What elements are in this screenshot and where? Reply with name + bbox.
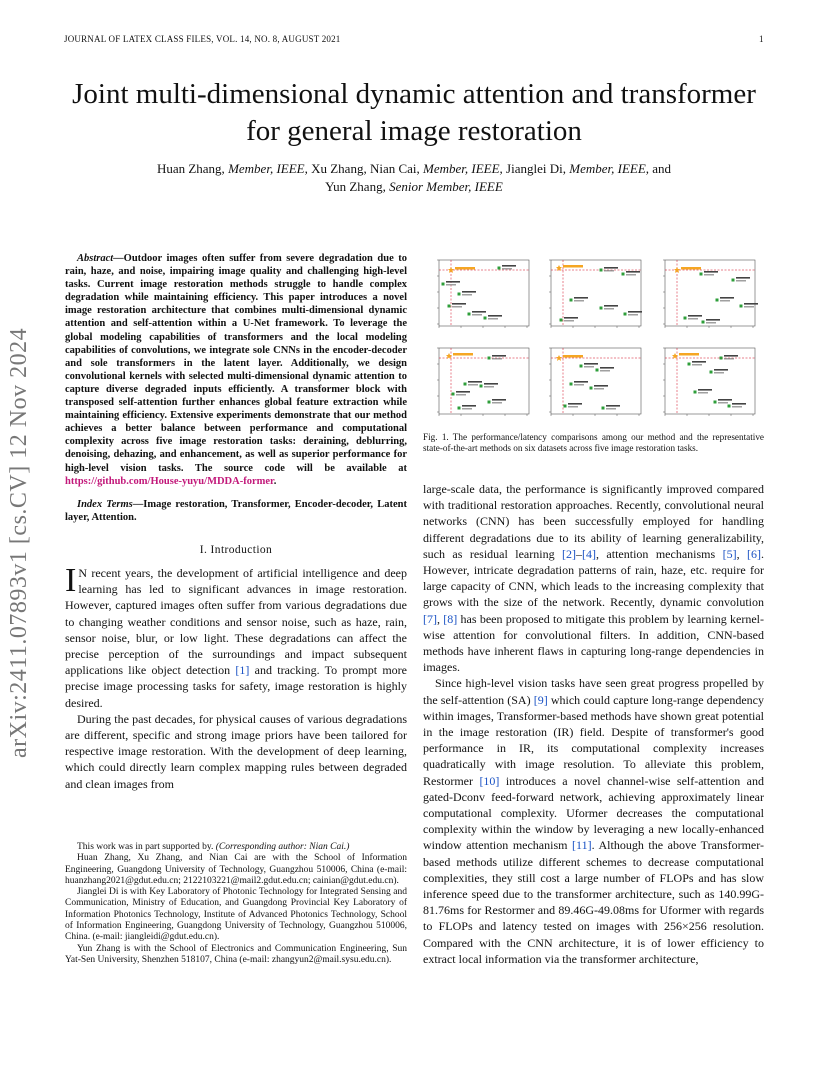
method-label-mark bbox=[681, 267, 701, 270]
body-text: which could capture long-range dependency within images, Transformer-based methods have shown great potential in the image restoration (IR) field. Despite of transformer's good performance in IR, its computational complexity increases quadratically with image resolution. To alleviate this problem, Restormer bbox=[423, 692, 764, 788]
drop-cap: I bbox=[65, 561, 77, 599]
citation-link[interactable]: [11] bbox=[572, 838, 592, 853]
baseline-method-marker bbox=[570, 299, 573, 302]
source-code-link[interactable]: https://github.com/House-yuyu/MDDA-former bbox=[65, 475, 274, 487]
footnote-affiliation: Jianglei Di is with Key Laboratory of Photonic Technology for Integrated Sensing and Communication, Ministry of Education, and Guangdong Provincial Key Laboratory of Information Photonics Technology, Institute of Advanced Photonics Technology, School of Information Engineering, Guangdong University of Technology, Guangzhou 510006, China. (e-mail: jiangleidi@gdut.edu.cn). bbox=[65, 887, 407, 943]
author-role: Member, IEEE, bbox=[228, 161, 308, 176]
method-label-mark bbox=[472, 311, 486, 313]
author-name: Yun Zhang, bbox=[325, 179, 390, 194]
method-label-mark bbox=[484, 386, 494, 387]
index-terms-label: Index Terms bbox=[77, 498, 133, 510]
method-label-mark bbox=[626, 271, 640, 273]
method-label-mark bbox=[568, 406, 578, 407]
baseline-method-marker bbox=[590, 387, 593, 390]
baseline-method-marker bbox=[716, 299, 719, 302]
panel-plot bbox=[429, 344, 533, 422]
page-number: 1 bbox=[759, 34, 764, 44]
baseline-method-marker bbox=[580, 365, 583, 368]
method-label-mark bbox=[628, 314, 638, 315]
baseline-method-marker bbox=[728, 405, 731, 408]
method-label-mark bbox=[462, 405, 476, 407]
method-label-mark bbox=[732, 403, 746, 405]
method-label-mark bbox=[626, 274, 636, 275]
body-paragraph bbox=[423, 481, 764, 675]
author-name: and bbox=[649, 161, 672, 176]
body-text: introduces a novel channel-wise self-attention and gated-Dconv feed-forward network, achieving approximately linear computational complexity. Uformer decreases the computational complexity within the window by leveraging a new locally-enhanced window attention mechanism bbox=[423, 773, 764, 853]
method-label-mark bbox=[704, 274, 714, 275]
figure-panel bbox=[541, 344, 645, 422]
method-label-mark bbox=[564, 317, 578, 319]
figure-panel bbox=[655, 344, 759, 422]
method-label-mark bbox=[492, 399, 506, 401]
method-label-mark bbox=[688, 318, 698, 319]
body-text: Since high-level vision tasks have seen great progress propelled by the self-attention (SA) bbox=[423, 676, 764, 707]
footnote-text: This work was in part supported by. bbox=[77, 842, 216, 852]
method-label-mark bbox=[604, 305, 618, 307]
method-label-mark bbox=[604, 308, 614, 309]
plot-frame bbox=[551, 348, 641, 414]
method-label-mark bbox=[679, 353, 699, 356]
baseline-method-marker bbox=[714, 401, 717, 404]
author-role: Senior Member, IEEE bbox=[389, 179, 503, 194]
method-label-mark bbox=[714, 369, 728, 371]
figure-panel bbox=[429, 256, 533, 334]
footnote-affiliation: Yun Zhang is with the School of Electronics and Communication Engineering, Sun Yat-Sen University, Shenzhen 518107, China (e-mail: zhangyun2@mail.sysu.edu.cn). bbox=[65, 943, 407, 965]
method-label-mark bbox=[704, 271, 718, 273]
baseline-method-marker bbox=[560, 319, 563, 322]
method-label-mark bbox=[468, 381, 482, 383]
citation-link[interactable]: [5] bbox=[722, 546, 737, 561]
method-label-mark bbox=[452, 306, 462, 307]
method-label-mark bbox=[688, 315, 702, 317]
method-label-mark bbox=[724, 358, 734, 359]
method-label-mark bbox=[594, 385, 608, 387]
method-label-mark bbox=[462, 294, 472, 295]
author-list bbox=[64, 160, 764, 196]
baseline-method-marker bbox=[488, 401, 491, 404]
baseline-method-marker bbox=[570, 383, 573, 386]
method-label-mark bbox=[736, 277, 750, 279]
method-label-mark bbox=[446, 281, 460, 283]
method-label-mark bbox=[455, 267, 475, 270]
method-label-mark bbox=[502, 268, 512, 269]
method-label-mark bbox=[453, 353, 473, 356]
method-label-mark bbox=[484, 383, 498, 385]
baseline-method-marker bbox=[602, 407, 605, 410]
intro-paragraph-2: During the past decades, for physical causes of various degradations are different, specific and strong image priors have been tailored for respective image restoration. With the development of deep learning, which could directly learn complex mapping rules between degraded and clean images from bbox=[65, 711, 407, 791]
baseline-method-marker bbox=[458, 293, 461, 296]
method-label-mark bbox=[563, 265, 583, 268]
method-label-mark bbox=[564, 320, 574, 321]
body-text: , bbox=[437, 611, 444, 626]
baseline-method-marker bbox=[688, 363, 691, 366]
method-label-mark bbox=[698, 389, 712, 391]
method-label-mark bbox=[568, 403, 582, 405]
plot-frame bbox=[551, 260, 641, 326]
method-label-mark bbox=[488, 318, 498, 319]
baseline-method-marker bbox=[468, 313, 471, 316]
method-label-mark bbox=[606, 405, 620, 407]
author-name: Huan Zhang, bbox=[156, 161, 229, 176]
intro-text: and tracking. To prompt more precise image processing tasks for safety, image restoration is highly desired. bbox=[65, 663, 408, 710]
baseline-method-marker bbox=[448, 305, 451, 308]
method-label-mark bbox=[604, 270, 614, 271]
footnote-funding bbox=[65, 842, 407, 853]
running-header: JOURNAL OF LATEX CLASS FILES, VOL. 14, NO. 8, AUGUST 2021 bbox=[64, 34, 341, 44]
method-label-mark bbox=[732, 406, 742, 407]
method-label-mark bbox=[574, 300, 584, 301]
author-role: Member, IEEE, bbox=[569, 161, 650, 176]
abstract-label: Abstract bbox=[77, 253, 114, 264]
method-label-mark bbox=[604, 267, 618, 269]
author-name: Xu Zhang, Nian Cai, bbox=[307, 161, 424, 176]
baseline-method-marker bbox=[596, 369, 599, 372]
footnote-corresponding: (Corresponding author: Nian Cai.) bbox=[215, 842, 350, 852]
baseline-method-marker bbox=[732, 279, 735, 282]
method-label-mark bbox=[706, 319, 720, 321]
baseline-method-marker bbox=[498, 267, 501, 270]
baseline-method-marker bbox=[740, 305, 743, 308]
method-label-mark bbox=[492, 402, 502, 403]
citation-link[interactable]: [6] bbox=[747, 546, 762, 561]
panel-plot bbox=[541, 256, 645, 334]
method-label-mark bbox=[488, 315, 502, 317]
method-label-mark bbox=[446, 284, 456, 285]
baseline-method-marker bbox=[564, 405, 567, 408]
author-line-2 bbox=[64, 178, 764, 196]
body-text: . However, intricate degradation patterns of rain, haze, etc. require for large capacity of CNN, which leads to the increasing complexity that grows with the size of the network. Recently, dynamic convolution bbox=[423, 546, 765, 610]
method-label-mark bbox=[492, 355, 506, 357]
body-text: – bbox=[576, 546, 582, 561]
footnotes bbox=[65, 842, 407, 966]
method-label-mark bbox=[472, 314, 482, 315]
panel-plot bbox=[655, 256, 759, 334]
body-paragraph bbox=[423, 675, 764, 967]
body-text: . Although the above Transformer-based methods utilize different schemes to decrease computational complexities, they still cost a large number of FLOPs and has slow inference speed due to the transformer architecture, such as 140.99G-81.76ms for Restormer and 89.46G-49.08ms for Uformer with regards to FLOPs and latency tested on images with 256×256 resolution. Compared with the CNN architecture, it is of lower efficiency to extract local information via the transformer architecture, bbox=[423, 838, 764, 966]
footnote-affiliation: Huan Zhang, Xu Zhang, and Nian Cai are with the School of Information Engineering, Guangdong University of Technology, Guangzhou 510006, China (e-mail: huanzhang2021@gdut.edu.cn; 2122103221@mail2.gdut.edu.cn; cainian@gdut.edu.cn). bbox=[65, 853, 407, 886]
proposed-method-marker bbox=[556, 355, 562, 361]
baseline-method-marker bbox=[442, 283, 445, 286]
panel-plot bbox=[655, 344, 759, 422]
plot-frame bbox=[439, 348, 529, 414]
baseline-method-marker bbox=[484, 317, 487, 320]
body-text: , bbox=[736, 546, 748, 561]
baseline-method-marker bbox=[464, 383, 467, 386]
method-label-mark bbox=[492, 358, 502, 359]
method-label-mark bbox=[606, 408, 616, 409]
baseline-method-marker bbox=[710, 371, 713, 374]
baseline-method-marker bbox=[458, 407, 461, 410]
baseline-method-marker bbox=[488, 357, 491, 360]
abstract-end: . bbox=[273, 475, 277, 487]
citation-link[interactable]: [7] bbox=[423, 611, 437, 626]
method-label-mark bbox=[584, 366, 594, 367]
citation-link[interactable]: [8] bbox=[443, 611, 458, 626]
baseline-method-marker bbox=[720, 357, 723, 360]
baseline-method-marker bbox=[624, 313, 627, 316]
section-heading: I. Introduction bbox=[199, 543, 273, 556]
method-label-mark bbox=[574, 297, 588, 299]
body-text: , attention mechanisms bbox=[596, 546, 723, 561]
abstract-text: —Outdoor images often suffer from severe degradation due to rain, haze, and noise, impairing image quality and challenging high-level tasks. Current image restoration methods struggle to handle complex degradation while maintaining efficiency. This paper introduces a novel image restoration architecture that combines multi-dimensional dynamic attention and self-attention within a U-Net framework. To leverage the global modeling capabilities of transformers and the local modeling capabilities of convolutions, we integrate sole CNNs in the encoder-decoder and sole transformers in the latent layer. Additionally, we design convolutional kernels with selected multi-dimensional dynamic attention to capture diverse degraded inputs efficiently. A transformer block with transposed self-attention further enhances global feature extraction while maintaining efficiency. Extensive experiments demonstrate that our method achieves a better balance between performance and computational complexity across five image restoration tasks: deraining, deblurring, denoising, dehazing, and enhancement, as well as superior performance for high-level vision tasks. The source code will be available at bbox=[65, 253, 407, 474]
author-role: Member, IEEE, bbox=[423, 161, 503, 176]
method-label-mark bbox=[718, 402, 728, 403]
figure-panel bbox=[541, 256, 645, 334]
citation-link[interactable]: [9] bbox=[533, 692, 548, 707]
method-label-mark bbox=[502, 265, 516, 267]
baseline-method-marker bbox=[480, 385, 483, 388]
baseline-method-marker bbox=[702, 321, 705, 324]
method-label-mark bbox=[720, 297, 734, 299]
citation-link[interactable]: [4] bbox=[582, 546, 596, 561]
method-label-mark bbox=[452, 303, 466, 305]
intro-text: N recent years, the development of artificial intelligence and deep learning has led to significant advances in image restoration. However, captured images often suffer from various degradations due to changing weather conditions and sensor noise, such as haze, rain, sensor noise, blur, or low light. These degradations can affect the precise perception of the surroundings and impact subsequent applications like object detection bbox=[65, 565, 407, 678]
method-label-mark bbox=[600, 370, 610, 371]
arxiv-stamp: arXiv:2411.07893v1 [cs.CV] 12 Nov 2024 bbox=[6, 327, 32, 758]
author-name: Jianglei Di, bbox=[502, 161, 570, 176]
paper-title: Joint multi-dimensional dynamic attention and transformer for general image restoration bbox=[72, 78, 756, 147]
panel-plot bbox=[429, 256, 533, 334]
figure-caption: Fig. 1. The performance/latency comparisons among our method and the representative state-of-the-art methods on six datasets across five image restoration tasks. bbox=[423, 432, 764, 454]
method-label-mark bbox=[600, 367, 614, 369]
method-label-mark bbox=[724, 355, 738, 357]
method-label-mark bbox=[456, 394, 466, 395]
baseline-method-marker bbox=[622, 273, 625, 276]
left-column bbox=[65, 252, 407, 792]
method-label-mark bbox=[584, 363, 598, 365]
method-label-mark bbox=[720, 300, 730, 301]
index-terms bbox=[65, 498, 407, 524]
method-label-mark bbox=[563, 355, 583, 358]
method-label-mark bbox=[714, 372, 724, 373]
method-label-mark bbox=[468, 384, 478, 385]
figure-1 bbox=[423, 254, 764, 424]
figure-panel bbox=[655, 256, 759, 334]
baseline-method-marker bbox=[700, 273, 703, 276]
method-label-mark bbox=[692, 361, 706, 363]
panel-plot bbox=[541, 344, 645, 422]
baseline-method-marker bbox=[600, 307, 603, 310]
method-label-mark bbox=[628, 311, 642, 313]
body-text: large-scale data, the performance is significantly improved compared with traditional restoration approaches. Recently, convolutional neural networks (CNN) has been successfully employed for handling different degradations due to its ability of learning generalizability, such as residual learning bbox=[423, 482, 764, 561]
method-label-mark bbox=[718, 399, 732, 401]
method-label-mark bbox=[744, 306, 754, 307]
method-label-mark bbox=[574, 384, 584, 385]
method-label-mark bbox=[456, 391, 470, 393]
citation-link[interactable]: [2] bbox=[562, 546, 576, 561]
abstract bbox=[65, 252, 407, 488]
method-label-mark bbox=[594, 388, 604, 389]
intro-paragraph-1 bbox=[65, 561, 408, 711]
method-label-mark bbox=[736, 280, 746, 281]
baseline-method-marker bbox=[600, 269, 603, 272]
method-label-mark bbox=[574, 381, 588, 383]
baseline-method-marker bbox=[452, 393, 455, 396]
citation-link[interactable]: [1] bbox=[235, 663, 250, 678]
method-label-mark bbox=[744, 303, 758, 305]
author-line-1 bbox=[64, 160, 764, 178]
method-label-mark bbox=[462, 408, 472, 409]
figure-panel bbox=[429, 344, 533, 422]
baseline-method-marker bbox=[684, 317, 687, 320]
method-label-mark bbox=[692, 364, 702, 365]
right-column bbox=[423, 481, 764, 967]
method-label-mark bbox=[706, 322, 716, 323]
baseline-method-marker bbox=[694, 391, 697, 394]
index-terms-text: —Image restoration, Transformer, Encoder-decoder, Latent layer, Attention. bbox=[65, 498, 407, 523]
method-label-mark bbox=[698, 392, 708, 393]
method-label-mark bbox=[462, 291, 476, 293]
body-text: has been proposed to mitigate this problem by learning kernel-wise attention for convolutional filters. In addition, CNN-based methods have inherent flaws in capturing long-range dependencies in images. bbox=[423, 611, 764, 675]
citation-link[interactable]: [10] bbox=[479, 773, 500, 788]
